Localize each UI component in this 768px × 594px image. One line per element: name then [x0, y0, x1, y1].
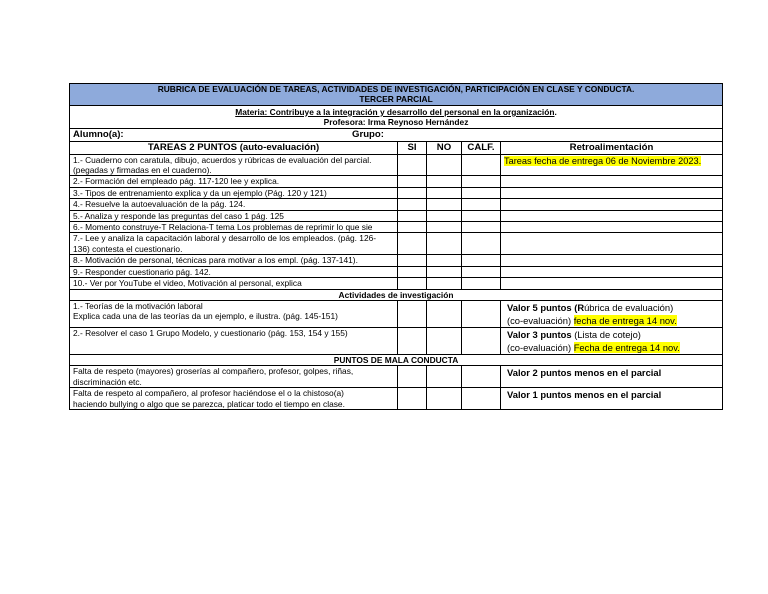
task-feedback-cell [501, 222, 723, 233]
materia-cell [70, 105, 723, 128]
task-description [70, 278, 398, 289]
task-no-cell [427, 266, 462, 277]
task-si-cell [398, 199, 427, 210]
research-feedback-cell [501, 327, 723, 354]
task-description [70, 255, 398, 266]
task-calf-cell [462, 187, 501, 198]
conduct-section-row [70, 354, 723, 365]
title-line1: RUBRICA DE EVALUACIÓN DE TAREAS, ACTIVIDADES DE INVESTIGACIÓN, PARTICIPACIÓN EN CLASE Y CONDUCTA. [157, 84, 635, 94]
task-row [70, 176, 723, 187]
task-description [70, 187, 398, 198]
research-feedback-date: fecha de entrega 14 nov. [573, 314, 677, 326]
task-no-cell [427, 210, 462, 221]
task-line1: 6.- Momento construye-T Relaciona-T tema Los problemas de reprimir lo que sie [73, 222, 373, 233]
research-feedback-type: (co-evaluación) [507, 314, 574, 326]
research-feedback-cell [501, 300, 723, 327]
conduct-calf-cell [462, 388, 501, 410]
task-no-cell [427, 154, 462, 176]
task-line1: 3.- Tipos de entrenamiento explica y da un ejemplo (Pág. 120 y 121) [73, 187, 327, 198]
task-si-cell [398, 222, 427, 233]
task-no-cell [427, 199, 462, 210]
task-calf-cell [462, 199, 501, 210]
research-line1: 2.- Resolver el caso 1 Grupo Modelo, y cuestionario (pág. 153, 154 y 155) [73, 327, 348, 338]
profesora-text: Profesora: Irma Reynoso Hernández [323, 117, 469, 128]
materia-text: Materia: Contribuye a la integración y desarrollo del personal en la organización [235, 106, 555, 117]
research-no-cell [427, 300, 462, 327]
research-line1: 1.- Teorías de la motivación laboral [73, 300, 203, 311]
task-si-cell [398, 176, 427, 187]
task-si-cell [398, 278, 427, 289]
conduct-line2: discriminación etc. [73, 376, 142, 387]
research-description [70, 327, 398, 354]
calf-header: CALF. [462, 141, 501, 154]
task-feedback-cell [501, 187, 723, 198]
task-row [70, 154, 723, 176]
research-si-cell [398, 300, 427, 327]
task-si-cell [398, 255, 427, 266]
conduct-calf-cell [462, 366, 501, 388]
conduct-si-cell [398, 388, 427, 410]
title-cell [70, 84, 723, 106]
task-row [70, 210, 723, 221]
task-feedback-text: Tareas fecha de entrega 06 de Noviembre 2023. [504, 155, 702, 166]
task-no-cell [427, 278, 462, 289]
research-no-cell [427, 327, 462, 354]
task-line1: 8.- Motivación de personal, técnicas para motivar a los empl. (pág. 137-141). [73, 255, 358, 266]
task-line1: 10.- Ver por YouTube el video, Motivación al personal, explica [73, 278, 302, 289]
research-feedback-date: Fecha de entrega 14 nov. [573, 341, 680, 353]
task-row [70, 187, 723, 198]
research-rows [70, 300, 723, 354]
column-header-row [70, 141, 723, 154]
task-no-cell [427, 222, 462, 233]
research-feedback-value: Valor 5 puntos (R [507, 301, 585, 313]
research-calf-cell [462, 300, 501, 327]
task-row [70, 278, 723, 289]
materia-suffix: . [554, 106, 557, 117]
no-header: NO [427, 141, 462, 154]
task-si-cell [398, 233, 427, 255]
research-feedback-value: Valor 3 puntos [507, 328, 572, 340]
conduct-si-cell [398, 366, 427, 388]
task-feedback-cell [501, 176, 723, 187]
task-calf-cell [462, 266, 501, 277]
task-feedback-cell [501, 154, 723, 176]
task-si-cell [398, 187, 427, 198]
conduct-rows [70, 366, 723, 410]
task-line1: 5.- Analiza y responde las preguntas del caso 1 pág. 125 [73, 210, 284, 221]
research-row [70, 300, 723, 327]
feedback-header: Retroalimentación [501, 141, 723, 154]
task-calf-cell [462, 255, 501, 266]
task-description [70, 199, 398, 210]
title-line2: TERCER PARCIAL [359, 94, 433, 105]
task-feedback-cell [501, 233, 723, 255]
rubric-table [69, 83, 723, 410]
task-calf-cell [462, 210, 501, 221]
task-row [70, 266, 723, 277]
task-calf-cell [462, 278, 501, 289]
task-line1: 2.- Formación del empleado pág. 117-120 lee y explica. [73, 176, 280, 187]
task-no-cell [427, 233, 462, 255]
task-line1: 9.- Responder cuestionario pág. 142. [73, 266, 211, 277]
alumno-label: Alumno(a): [73, 128, 124, 140]
alumno-row [70, 128, 723, 141]
tasks-header: TAREAS 2 PUNTOS (auto-evaluación) [70, 141, 398, 154]
grupo-label: Grupo: [352, 128, 384, 140]
conduct-no-cell [427, 366, 462, 388]
research-section-row [70, 289, 723, 300]
task-calf-cell [462, 176, 501, 187]
task-row [70, 222, 723, 233]
conduct-feedback-cell: Valor 1 puntos menos en el parcial [501, 388, 723, 410]
task-rows [70, 154, 723, 289]
conduct-line1: Falta de respeto (mayores) groserías al compañero, profesor, golpes, riñas, [73, 366, 354, 377]
task-description [70, 210, 398, 221]
task-description [70, 154, 398, 176]
task-feedback-cell [501, 210, 723, 221]
task-si-cell [398, 210, 427, 221]
alumno-cell [70, 128, 723, 141]
task-row [70, 255, 723, 266]
conduct-line1: Falta de respeto al compañero, al profesor haciéndose el o la chistoso(a) [73, 388, 344, 399]
task-line2: 136) contesta el cuestionario. [73, 243, 183, 254]
research-feedback-instrument: (Lista de cotejo) [571, 328, 641, 340]
si-header: SI [398, 141, 427, 154]
task-feedback-cell [501, 266, 723, 277]
task-no-cell [427, 187, 462, 198]
task-calf-cell [462, 233, 501, 255]
conduct-description [70, 366, 398, 388]
task-description [70, 266, 398, 277]
task-line1: 1.- Cuaderno con caratula, dibujo, acuerdos y rúbricas de evaluación del parcial. [73, 154, 372, 165]
conduct-description [70, 388, 398, 410]
task-si-cell [398, 266, 427, 277]
research-section-title: Actividades de investigación [70, 289, 723, 300]
task-calf-cell [462, 222, 501, 233]
conduct-feedback-cell: Valor 2 puntos menos en el parcial [501, 366, 723, 388]
conduct-row [70, 388, 723, 410]
task-row [70, 199, 723, 210]
title-row [70, 84, 723, 106]
research-description [70, 300, 398, 327]
research-feedback-instrument: úbrica de evaluación) [584, 301, 674, 313]
task-si-cell [398, 154, 427, 176]
task-feedback-cell [501, 278, 723, 289]
task-calf-cell [462, 154, 501, 176]
conduct-line2: haciendo bullying o algo que se parezca, platicar todo el tiempo en clase. [73, 398, 345, 409]
task-line2: (pegadas y firmadas en el cuaderno). [73, 165, 212, 176]
conduct-row [70, 366, 723, 388]
research-feedback-type: (co-evaluación) [507, 341, 574, 353]
task-no-cell [427, 176, 462, 187]
conduct-no-cell [427, 388, 462, 410]
task-description [70, 176, 398, 187]
conduct-section-title: PUNTOS DE MALA CONDUCTA [70, 354, 723, 365]
research-row [70, 327, 723, 354]
task-description [70, 222, 398, 233]
research-line2: Explica cada una de las teorías da un ejemplo, e ilustra. (pág. 145-151) [73, 311, 338, 322]
task-row [70, 233, 723, 255]
task-description [70, 233, 398, 255]
research-si-cell [398, 327, 427, 354]
research-calf-cell [462, 327, 501, 354]
task-no-cell [427, 255, 462, 266]
task-line1: 4.- Resuelve la autoevaluación de la pág. 124. [73, 199, 246, 210]
task-feedback-cell [501, 255, 723, 266]
task-feedback-cell [501, 199, 723, 210]
materia-row [70, 105, 723, 128]
task-line1: 7.- Lee y analiza la capacitación laboral y desarrollo de los empleados. (pág. 126- [73, 233, 377, 244]
